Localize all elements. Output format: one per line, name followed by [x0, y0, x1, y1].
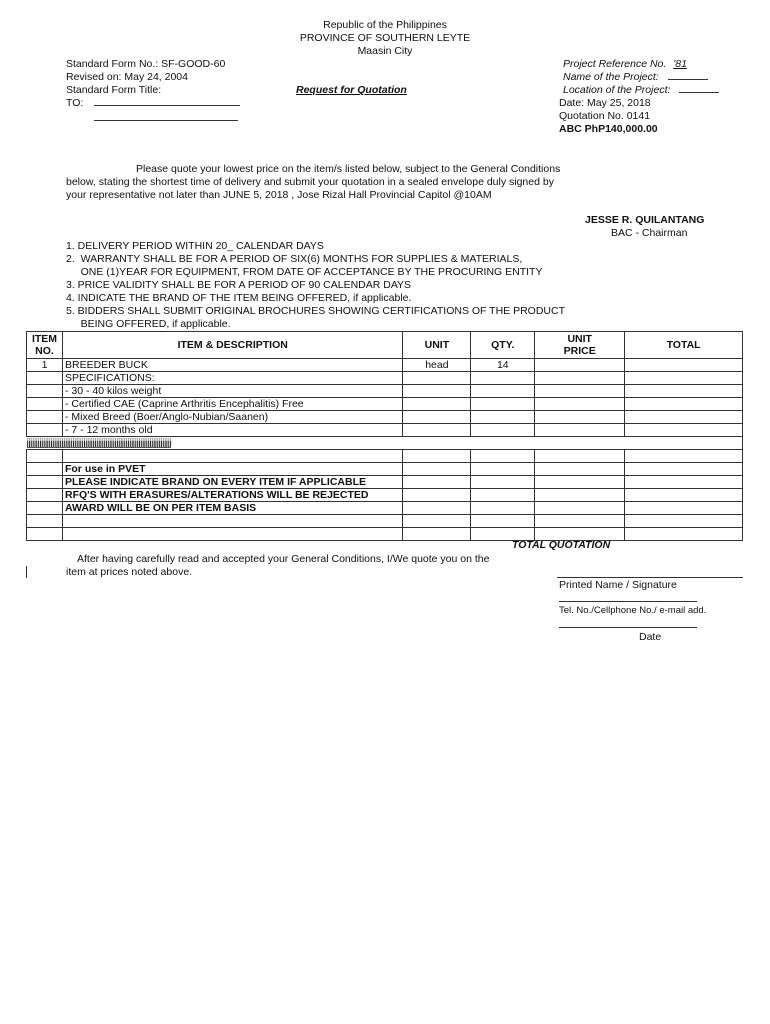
table-row — [27, 515, 743, 528]
total-quotation-label: TOTAL QUOTATION — [512, 539, 611, 551]
left-margin-mark — [26, 566, 27, 578]
cell-unit — [403, 372, 471, 385]
date-line[interactable] — [559, 627, 697, 628]
cell-unit-price[interactable] — [535, 385, 625, 398]
header-description: ITEM & DESCRIPTION — [62, 332, 402, 359]
contact-line[interactable] — [559, 601, 697, 602]
cell-unit-price[interactable] — [535, 424, 625, 437]
project-name-line[interactable] — [668, 79, 708, 80]
cell-description: PLEASE INDICATE BRAND ON EVERY ITEM IF APPLICABLE — [62, 476, 402, 489]
condition-1: 1. DELIVERY PERIOD WITHIN 20_ CALENDAR DAYS — [66, 240, 324, 252]
cell-total[interactable] — [625, 528, 743, 541]
cell-description: - Certified CAE (Caprine Arthritis Encephalitis) Free — [62, 398, 402, 411]
cell-qty — [471, 463, 535, 476]
cell-item-no — [27, 515, 63, 528]
table-row — [27, 359, 743, 372]
header-unit-price: UNIT PRICE — [535, 332, 625, 359]
table-row — [27, 372, 743, 385]
cell-unit — [403, 502, 471, 515]
cell-unit-price[interactable] — [535, 476, 625, 489]
header-item-no: ITEM NO. — [27, 332, 63, 359]
cell-description: AWARD WILL BE ON PER ITEM BASIS — [62, 502, 402, 515]
cell-qty: 14 — [471, 359, 535, 372]
table-row — [27, 398, 743, 411]
junk-row — [27, 437, 743, 450]
cell-item-no — [27, 398, 63, 411]
condition-5: 5. BIDDERS SHALL SUBMIT ORIGINAL BROCHURES SHOWING CERTIFICATIONS OF THE PRODUCT — [66, 305, 566, 317]
statement-line-2: item at prices noted above. — [66, 566, 193, 578]
quotation-no: Quotation No. 0141 — [559, 110, 651, 122]
date: Date: May 25, 2018 — [559, 97, 651, 109]
date-label: Date — [639, 631, 662, 643]
table-row — [27, 450, 743, 463]
project-reference-label: Project Reference No. — [563, 58, 667, 70]
cell-unit — [403, 424, 471, 437]
table-row — [27, 385, 743, 398]
to-label-text: TO: — [66, 97, 84, 109]
cell-item-no: 1 — [27, 359, 63, 372]
header-unit: UNIT — [403, 332, 471, 359]
signature-line[interactable] — [557, 577, 743, 578]
cell-qty — [471, 450, 535, 463]
cell-description — [62, 528, 402, 541]
cell-total[interactable] — [625, 450, 743, 463]
cell-description: - Mixed Breed (Boer/Anglo-Nubian/Saanen) — [62, 411, 402, 424]
cell-item-no — [27, 502, 63, 515]
cell-item-no — [27, 385, 63, 398]
cell-total[interactable] — [625, 372, 743, 385]
project-location-line[interactable] — [679, 92, 719, 93]
cell-unit-price[interactable] — [535, 450, 625, 463]
header-republic: Republic of the Philippines — [323, 19, 447, 31]
cell-unit — [403, 463, 471, 476]
table-row — [27, 489, 743, 502]
table-row — [27, 424, 743, 437]
standard-form-no: Standard Form No.: SF-GOOD-60 — [66, 58, 226, 70]
cell-unit — [403, 398, 471, 411]
header-province: PROVINCE OF SOUTHERN LEYTE — [299, 32, 471, 44]
cell-qty — [471, 502, 535, 515]
items-table — [26, 331, 743, 541]
project-location-label: Location of the Project: — [563, 84, 671, 96]
cell-total[interactable] — [625, 476, 743, 489]
condition-3: 3. PRICE VALIDITY SHALL BE FOR A PERIOD OF 90 CALENDAR DAYS — [66, 279, 412, 291]
cell-item-no — [27, 424, 63, 437]
cell-item-no — [27, 411, 63, 424]
standard-form-title: Standard Form Title: — [66, 84, 162, 96]
instructions-paragraph: Please quote your lowest price on the item/s listed below, subject to the General Conditions below, stating the shortest time of delivery and submit your quotation in a sealed envelope duly signed by your representative not later than JUNE 5, 2018 , Jose Rizal Hall Provincial Capitol @10AM — [66, 163, 561, 201]
cell-item-no — [27, 528, 63, 541]
cell-unit-price[interactable] — [535, 515, 625, 528]
cell-unit — [403, 489, 471, 502]
cell-unit — [403, 411, 471, 424]
condition-5-cont: BEING OFFERED, if applicable. — [66, 318, 231, 330]
header-city: Maasin City — [357, 45, 413, 57]
cell-item-no — [27, 476, 63, 489]
statement-line-1: After having carefully read and accepted your General Conditions, I/We quote you on the — [77, 553, 490, 565]
signatory-name: JESSE R. QUILANTANG — [585, 214, 705, 226]
project-name-label: Name of the Project: — [563, 71, 659, 83]
cell-item-no — [27, 372, 63, 385]
cell-qty — [471, 515, 535, 528]
cell-description — [62, 450, 402, 463]
cell-total[interactable] — [625, 411, 743, 424]
cell-description: BREEDER BUCK — [62, 359, 402, 372]
cell-total[interactable] — [625, 463, 743, 476]
cell-description: SPECIFICATIONS: — [62, 372, 402, 385]
table-row — [27, 528, 743, 541]
cell-unit-price[interactable] — [535, 372, 625, 385]
cell-item-no — [27, 450, 63, 463]
cell-total[interactable] — [625, 359, 743, 372]
cell-description: For use in PVET — [62, 463, 402, 476]
cell-qty — [471, 398, 535, 411]
cell-unit — [403, 476, 471, 489]
signatory-title: BAC - Chairman — [611, 227, 688, 239]
cell-unit — [403, 528, 471, 541]
cell-qty — [471, 411, 535, 424]
doc-title: Request for Quotation — [296, 84, 407, 96]
table-row — [27, 502, 743, 515]
cell-unit-price[interactable] — [535, 463, 625, 476]
project-location — [563, 84, 719, 96]
cell-description: RFQ'S WITH ERASURES/ALTERATIONS WILL BE REJECTED — [62, 489, 402, 502]
cell-total[interactable] — [625, 515, 743, 528]
cell-unit — [403, 515, 471, 528]
project-reference-value: '81 — [673, 58, 687, 70]
cell-item-no — [27, 463, 63, 476]
abc-amount: ABC PhP140,000.00 — [559, 123, 658, 135]
table-body — [27, 359, 743, 541]
cell-total[interactable] — [625, 424, 743, 437]
cell-total[interactable] — [625, 398, 743, 411]
condition-2: 2. WARRANTY SHALL BE FOR A PERIOD OF SIX(6) MONTHS FOR SUPPLIES & MATERIALS, — [66, 253, 523, 265]
cell-description: - 7 - 12 months old — [62, 424, 402, 437]
cell-qty — [471, 476, 535, 489]
condition-4: 4. INDICATE THE BRAND OF THE ITEM BEING OFFERED, if applicable. — [66, 292, 412, 304]
cell-unit-price[interactable] — [535, 489, 625, 502]
printed-name-label: Printed Name / Signature — [559, 579, 677, 591]
table-header-row — [27, 332, 743, 359]
cell-total[interactable] — [625, 385, 743, 398]
cell-unit — [403, 450, 471, 463]
cell-total[interactable] — [625, 489, 743, 502]
cell-unit — [403, 385, 471, 398]
cell-total[interactable] — [625, 502, 743, 515]
to-line-1[interactable] — [94, 105, 240, 106]
cell-qty — [471, 385, 535, 398]
header-qty: QTY. — [471, 332, 535, 359]
project-name — [563, 71, 708, 83]
table-row — [27, 463, 743, 476]
project-reference — [563, 58, 687, 70]
cell-qty — [471, 424, 535, 437]
revised-on: Revised on: May 24, 2004 — [66, 71, 188, 83]
cell-description: - 30 - 40 kilos weight — [62, 385, 402, 398]
cell-qty — [471, 372, 535, 385]
contact-label: Tel. No./Cellphone No./ e-mail add. — [559, 605, 707, 616]
cell-unit-price[interactable] — [535, 359, 625, 372]
table-row — [27, 411, 743, 424]
cell-qty — [471, 489, 535, 502]
cell-unit-price[interactable] — [535, 411, 625, 424]
condition-2-cont: ONE (1)YEAR FOR EQUIPMENT, FROM DATE OF ACCEPTANCE BY THE PROCURING ENTITY — [66, 266, 543, 278]
junk-row-text: jjjjjjjjjjjjjjjjjjjjjjjjjjjjjjjjjjjjjjjjjjjjjjjjjjjjjjjjjjjjjjjjjjjjjjjjjjjjjjj — [27, 437, 743, 450]
to-line-2[interactable] — [94, 108, 238, 121]
cell-unit-price[interactable] — [535, 398, 625, 411]
cell-unit: head — [403, 359, 471, 372]
cell-unit-price[interactable] — [535, 502, 625, 515]
cell-item-no — [27, 489, 63, 502]
table-row — [27, 476, 743, 489]
cell-description — [62, 515, 402, 528]
header-total: TOTAL — [625, 332, 743, 359]
